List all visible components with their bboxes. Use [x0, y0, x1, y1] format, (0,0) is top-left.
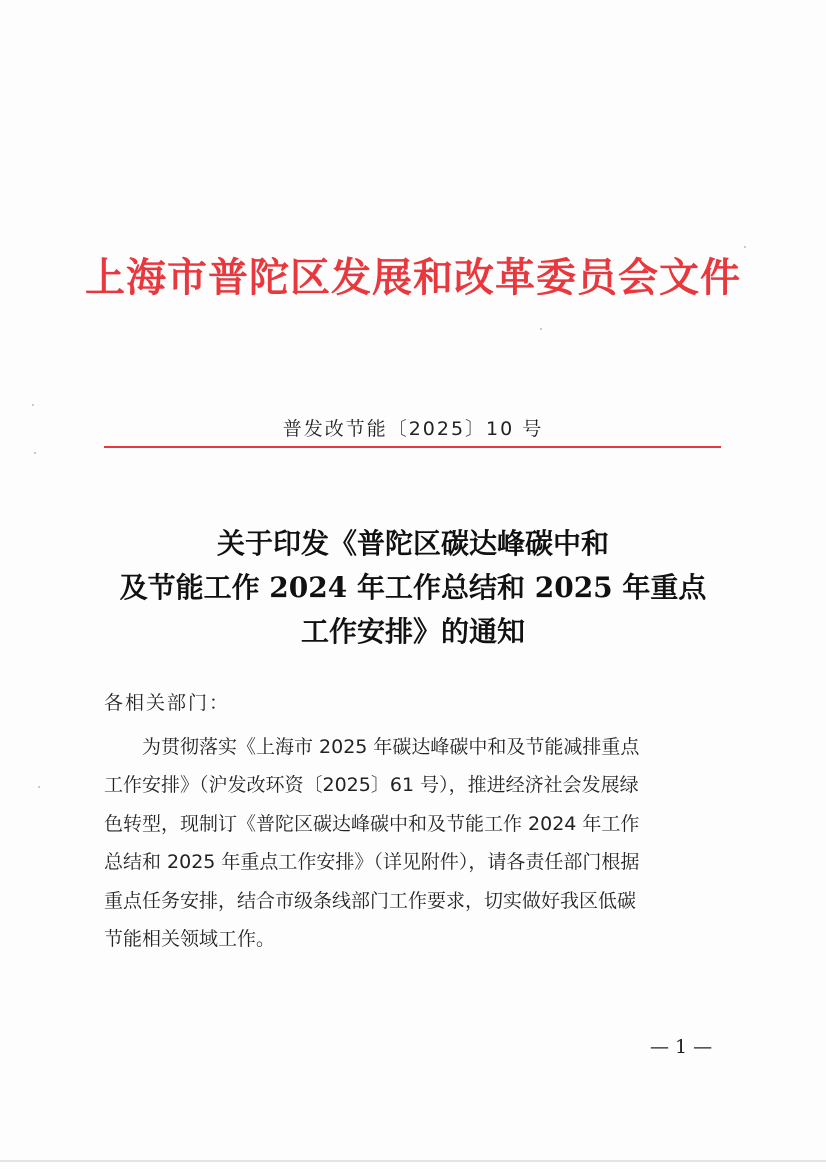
body-line-6: 节能相关领域工作。 [104, 928, 276, 951]
document-number: 普发改节能〔2025〕10 号 [282, 418, 544, 440]
body-line-5: 重点任务安排，结合市级条线部门工作要求，切实做好我区低碳 [104, 889, 637, 912]
scan-bottom-edge [0, 1160, 826, 1162]
body-line-3: 色转型，现制订《普陀区碳达峰碳中和及节能工作 2024 年工作 [104, 812, 640, 835]
notice-title-line-2: 及节能工作 2024 年工作总结和 2025 年重点 [119, 571, 707, 604]
scan-speck [32, 404, 34, 406]
salutation: 各相关部门： [104, 692, 231, 714]
scan-speck [34, 452, 36, 454]
scan-speck [744, 246, 746, 248]
body-line-1: 为贯彻落实《上海市 2025 年碳达峰碳中和及节能减排重点 [104, 736, 640, 758]
body-line-4: 总结和 2025 年重点工作安排》（详见附件），请各责任部门根据 [104, 851, 640, 874]
notice-title [0, 522, 826, 654]
page-number: — 1 — [650, 1036, 713, 1058]
notice-title-line-1: 关于印发《普陀区碳达峰碳中和 [216, 527, 609, 560]
scan-speck [540, 328, 542, 330]
notice-title-line-3: 工作安排》的通知 [300, 615, 525, 648]
scan-speck [38, 786, 40, 788]
body-paragraph [104, 728, 724, 958]
body-line-2: 工作安排》（沪发改环资〔2025〕61 号），推进经济社会发展绿 [104, 774, 639, 797]
red-divider-rule [104, 446, 721, 448]
issuer-header-title: 上海市普陀区发展和改革委员会文件 [85, 254, 741, 301]
